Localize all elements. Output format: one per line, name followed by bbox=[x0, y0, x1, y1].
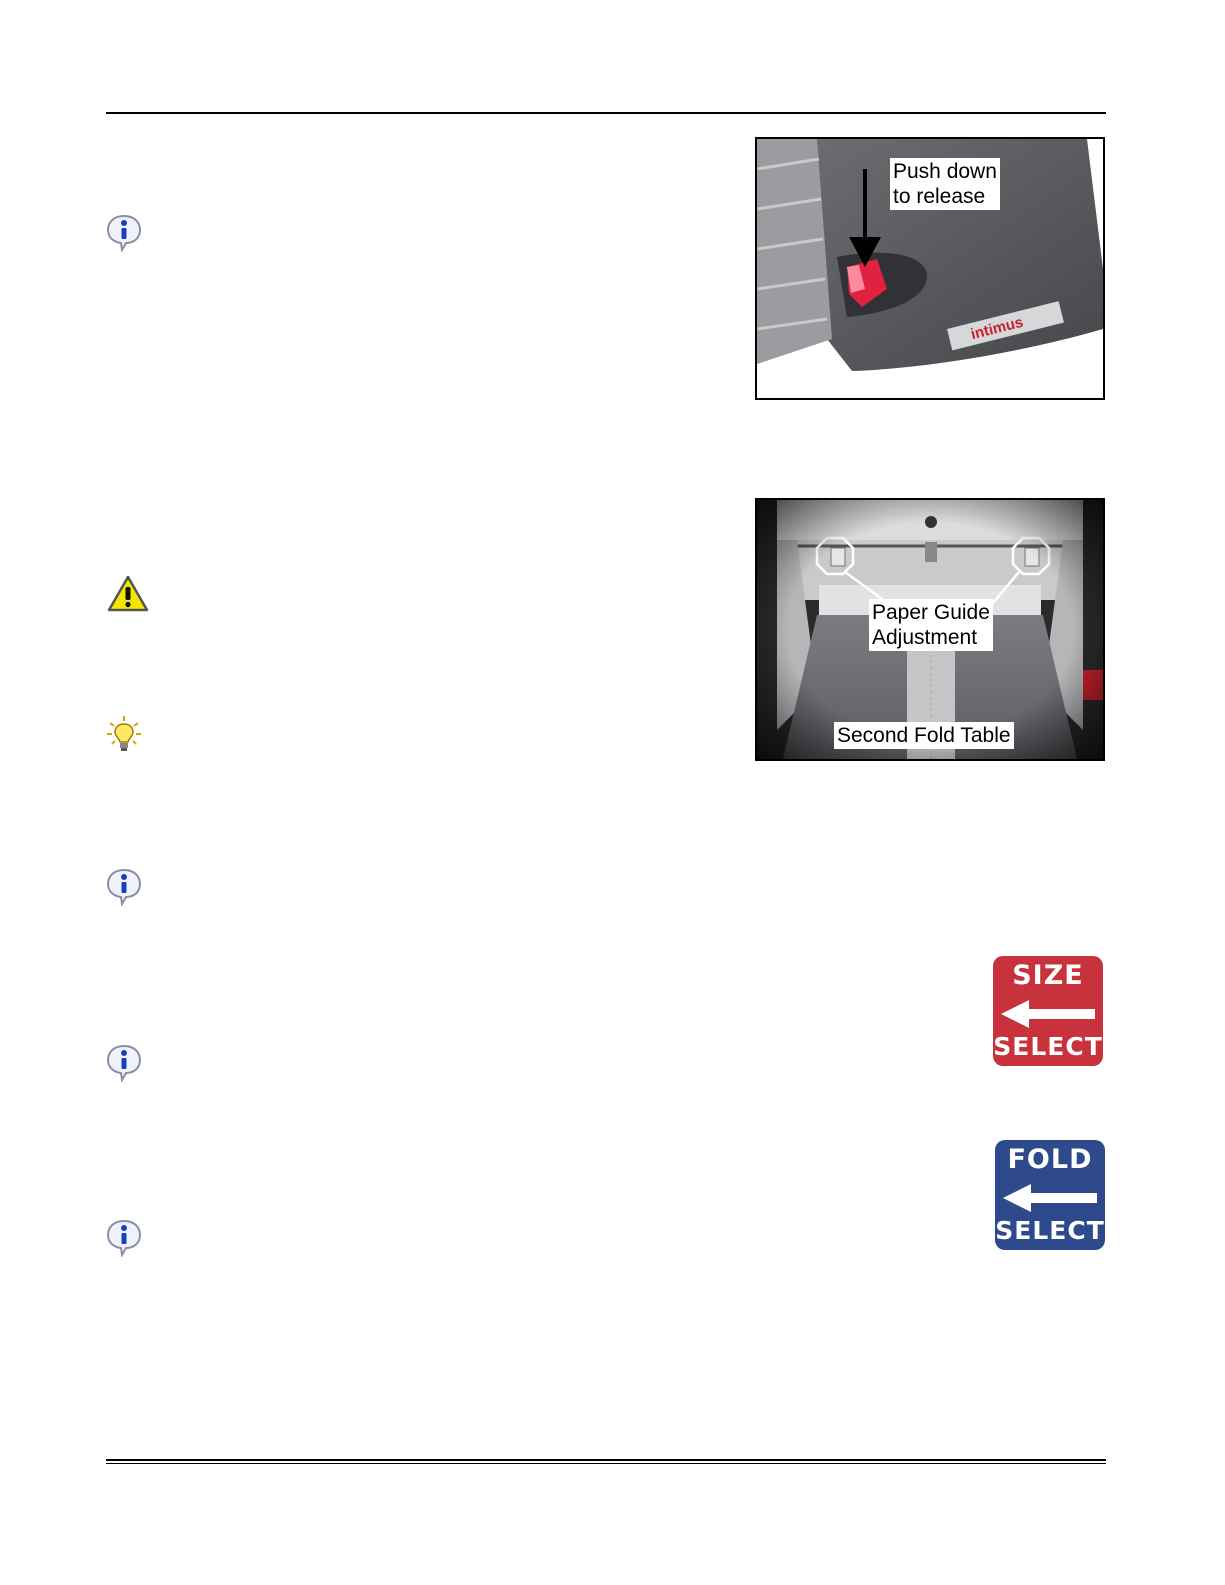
fold-select-bottom-label: SELECT bbox=[995, 1216, 1105, 1245]
fold-select-button[interactable] bbox=[995, 1140, 1105, 1250]
size-select-button[interactable] bbox=[993, 956, 1103, 1066]
fold-select-top-label: FOLD bbox=[1007, 1144, 1093, 1175]
lightbulb-icon bbox=[104, 714, 144, 754]
footer-rule bbox=[106, 1459, 1106, 1461]
paper-guide-callout: Paper Guide Adjustment bbox=[869, 599, 993, 651]
size-select-bottom-label: SELECT bbox=[993, 1032, 1103, 1061]
header-rule bbox=[106, 112, 1106, 114]
release-lever-photo bbox=[755, 137, 1105, 400]
arrow-left-icon bbox=[1001, 1000, 1095, 1028]
info-icon bbox=[104, 1217, 144, 1257]
push-down-callout: Push down to release bbox=[890, 158, 1000, 210]
arrow-left-icon bbox=[1003, 1184, 1097, 1212]
brand-label: intimus bbox=[969, 313, 1025, 344]
second-fold-table-callout: Second Fold Table bbox=[834, 722, 1014, 749]
warning-icon bbox=[106, 574, 146, 614]
info-icon bbox=[104, 212, 144, 252]
info-icon bbox=[104, 866, 144, 906]
info-icon bbox=[104, 1042, 144, 1082]
paper-guide-photo bbox=[755, 498, 1105, 761]
footer-rule-thin bbox=[106, 1463, 1106, 1464]
size-select-top-label: SIZE bbox=[1012, 960, 1084, 991]
